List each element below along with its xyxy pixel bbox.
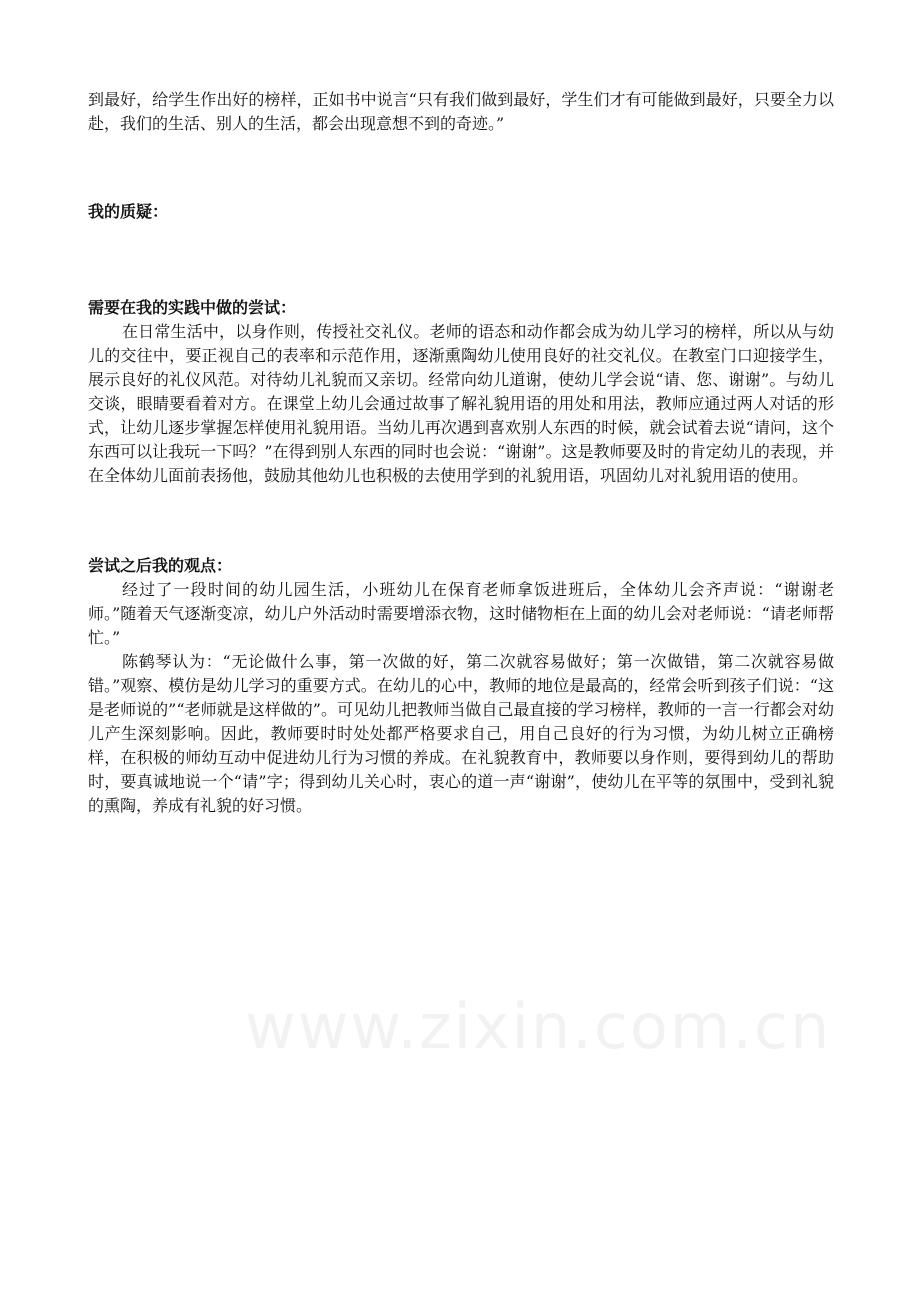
intro-paragraph: 到最好，给学生作出好的榜样，正如书中说言“只有我们做到最好，学生们才有可能做到最好，只要全力以赴，我们的生活、别人的生活，都会出现意想不到的奇迹。” (88, 90, 834, 133)
practice-paragraph: 在日常生活中，以身作则，传授社交礼仪。老师的语态和动作都会成为幼儿学习的榜样，所以从与幼儿的交往中，要正视自己的表率和示范作用，逐渐熏陶幼儿使用良好的社交礼仪。在教室门口迎接学生，展示良好的礼仪风范。对待幼儿礼貌而又亲切。经常向幼儿道谢，使幼儿学会说“请、您、谢谢”。与幼儿交谈，眼睛要看着对方。在课堂上幼儿会通过故事了解礼貌用语的用处和用法，教师应通过两人对话的形式，让幼儿逐步掌握怎样使用礼貌用语。当幼儿再次遇到喜欢别人东西的时候，就会试着去说“请问，这个东西可以让我玩一下吗？”在得到别人东西的同时也会说：“谢谢”。这是教师要及时的肯定幼儿的表现，并在全体幼儿面前表扬他，鼓励其他幼儿也积极的去使用学到的礼貌用语，巩固幼儿对礼貌用语的使用。 (88, 322, 834, 485)
spacer (88, 488, 834, 554)
watermark-text: www.zixin.com.cn (245, 990, 832, 1063)
spacer (88, 136, 834, 200)
views-paragraph-2: 陈鹤琴认为：“无论做什么事，第一次做的好，第二次就容易做好；第一次做错，第二次就容易做错。”观察、模仿是幼儿学习的重要方式。在幼儿的心中，教师的地位是最高的，经常会听到孩子们说：“这是老师说的”“老师就是这样做的”。可见幼儿把教师当做自己最直接的学习榜样，教师的一言一行都会对幼儿产生深刻影响。因此，教师要时时处处都严格要求自己，用自己良好的行为习惯，为幼儿树立正确榜样，在积极的师幼互动中促进幼儿行为习惯的养成。在礼貌教育中，教师要以身作则，要得到幼儿的帮助时，要真诚地说一个“请”字；得到幼儿关心时，衷心的道一声“谢谢”，使幼儿在平等的氛围中，受到礼貌的熏陶，养成有礼貌的好习惯。 (88, 652, 834, 815)
section-views-heading: 尝试之后我的观点： (88, 556, 233, 575)
views-paragraph-1: 经过了一段时间的幼儿园生活，小班幼儿在保育老师拿饭进班后，全体幼儿会齐声说：“谢谢老师。”随着天气逐渐变凉，幼儿户外活动时需要增添衣物，这时储物柜在上面的幼儿会对老师说：“请老师帮忙。” (88, 580, 834, 647)
spacer (88, 224, 834, 296)
section-practice-heading: 需要在我的实践中做的尝试： (88, 298, 297, 317)
section-doubts-heading: 我的质疑： (88, 202, 169, 221)
document-page (88, 88, 834, 818)
